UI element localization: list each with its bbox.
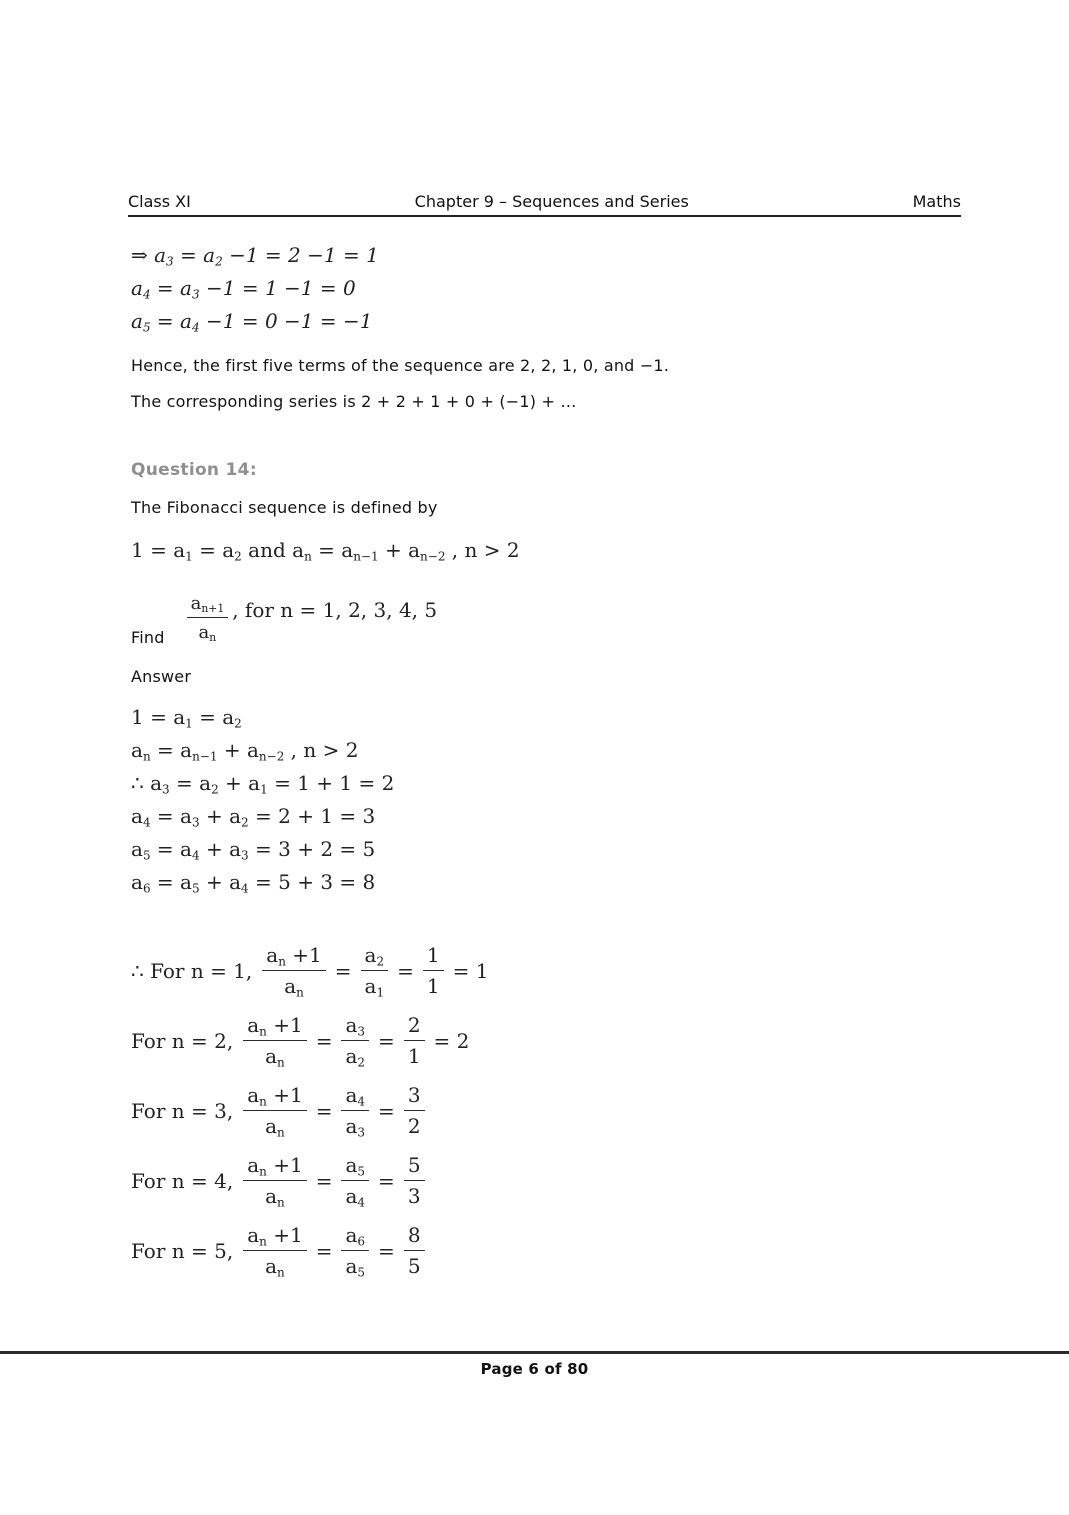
- fraction-numerator: 5: [404, 1153, 425, 1181]
- fraction-denominator: $a_n$: [198, 622, 217, 645]
- question-intro: The Fibonacci sequence is defined by: [131, 498, 438, 517]
- fraction-denominator: $a_n$: [265, 1254, 285, 1280]
- equals-sign: =: [378, 1099, 395, 1123]
- find-fraction: [187, 592, 229, 644]
- fraction-denominator: $a_n$: [284, 974, 304, 1000]
- ratio-fraction-terms: [341, 1013, 369, 1069]
- ratio-row-n2: [131, 1009, 979, 1073]
- fraction-denominator: $a_1$: [364, 974, 385, 1000]
- question-heading: Question 14:: [131, 460, 257, 480]
- fibonacci-definition: $1 = a_1 = a_2$ and $a_n = a_{n-1} + a_{n-2}$ , n > 2: [131, 538, 520, 564]
- page-content: [131, 239, 979, 1283]
- ratio-fraction-values: [423, 943, 444, 999]
- equation-line: $a_4 = a_3 -1 = 1 -1 = 0$: [131, 276, 356, 302]
- ratio-fraction-general: [243, 1013, 307, 1069]
- fraction-numerator: $a_5$: [341, 1153, 369, 1181]
- fraction-denominator: $a_n$: [265, 1044, 285, 1070]
- recurrence-equations-block: [131, 239, 979, 338]
- ratio-fraction-terms: [361, 943, 389, 999]
- find-row: [131, 585, 979, 651]
- fraction-denominator: 5: [407, 1254, 421, 1278]
- answer-label: Answer: [131, 667, 192, 686]
- ratio-prefix: For n = 4,: [131, 1169, 234, 1193]
- ratio-prefix: For n = 3,: [131, 1099, 234, 1123]
- equals-sign: =: [315, 1029, 333, 1053]
- ratio-prefix: ∴ For n = 1,: [131, 959, 253, 983]
- fraction-denominator: $a_5$: [345, 1254, 366, 1280]
- fraction-denominator: 1: [426, 974, 440, 998]
- ratio-rows-block: [131, 939, 979, 1283]
- ratio-row-n3: [131, 1079, 979, 1143]
- ratio-result: = 2: [433, 1029, 470, 1053]
- fraction-denominator: $a_n$: [265, 1184, 285, 1210]
- find-label: Find: [131, 628, 165, 647]
- find-suffix: , for n = 1, 2, 3, 4, 5: [232, 598, 438, 622]
- answer-equations-block: [131, 701, 979, 899]
- header-subject: Maths: [912, 192, 961, 211]
- ratio-fraction-general: [243, 1223, 307, 1279]
- fraction-denominator: 3: [407, 1184, 421, 1208]
- ratio-prefix: For n = 2,: [131, 1029, 234, 1053]
- conclusion-sentence: Hence, the first five terms of the sequence are 2, 2, 1, 0, and −1.: [131, 356, 670, 375]
- ratio-fraction-terms: [341, 1083, 369, 1139]
- page-number: Page 6 of 80: [480, 1360, 589, 1378]
- fraction-denominator: 1: [407, 1044, 421, 1068]
- ratio-prefix: For n = 5,: [131, 1239, 234, 1263]
- ratio-result: = 1: [452, 959, 489, 983]
- fraction-numerator: $a_n +1$: [243, 1013, 307, 1041]
- fraction-numerator: 2: [404, 1013, 425, 1041]
- fraction-numerator: $a_n +1$: [243, 1083, 307, 1111]
- header-class: Class XI: [128, 192, 191, 211]
- equation-line: $a_n = a_{n-1} + a_{n-2}$ , n > 2: [131, 738, 359, 764]
- equation-line: $1 = a_1 = a_2$: [131, 705, 242, 731]
- fraction-numerator: 3: [404, 1083, 425, 1111]
- equation-line: $a_5 = a_4 + a_3 = 3 + 2 = 5$: [131, 837, 376, 863]
- equation-line: ∴ $a_3 = a_2 + a_1 = 1 + 1 = 2$: [131, 771, 395, 797]
- footer-rule: [0, 1351, 1069, 1354]
- equals-sign: =: [378, 1169, 395, 1193]
- fraction-numerator: $a_4$: [341, 1083, 369, 1111]
- fraction-denominator: $a_3$: [345, 1114, 366, 1140]
- fraction-numerator: $a_6$: [341, 1223, 369, 1251]
- page-header: [128, 0, 961, 217]
- equals-sign: =: [378, 1029, 395, 1053]
- fraction-denominator: 2: [407, 1114, 421, 1138]
- ratio-fraction-values: [404, 1153, 425, 1209]
- fraction-numerator: $a_2$: [361, 943, 389, 971]
- fraction-numerator: 8: [404, 1223, 425, 1251]
- equals-sign: =: [334, 959, 352, 983]
- page-footer: [0, 1351, 1069, 1378]
- fraction-numerator: $a_n +1$: [243, 1223, 307, 1251]
- ratio-fraction-values: [404, 1223, 425, 1279]
- equation-line: $a_4 = a_3 + a_2 = 2 + 1 = 3$: [131, 804, 376, 830]
- series-sentence: The corresponding series is 2 + 2 + 1 + 0 + (−1) + …: [131, 392, 577, 411]
- fraction-denominator: $a_4$: [345, 1184, 366, 1210]
- header-row: [128, 192, 961, 217]
- equation-line: $a_5 = a_4 -1 = 0 -1 = -1$: [131, 309, 373, 335]
- ratio-row-n4: [131, 1149, 979, 1213]
- fraction-denominator: $a_n$: [265, 1114, 285, 1140]
- ratio-fraction-terms: [341, 1223, 369, 1279]
- ratio-row-n5: [131, 1219, 979, 1283]
- ratio-fraction-general: [243, 1083, 307, 1139]
- ratio-fraction-terms: [341, 1153, 369, 1209]
- equals-sign: =: [397, 959, 414, 983]
- fraction-numerator: $a_{n+1}$: [187, 592, 229, 618]
- ratio-fraction-general: [243, 1153, 307, 1209]
- ratio-fraction-values: [404, 1083, 425, 1139]
- equals-sign: =: [315, 1169, 333, 1193]
- equation-line: ⇒ $a_3 = a_2 -1 = 2 -1 = 1$: [131, 243, 379, 269]
- ratio-fraction-general: [262, 943, 326, 999]
- fraction-numerator: $a_n +1$: [243, 1153, 307, 1181]
- equation-line: $a_6 = a_5 + a_4 = 5 + 3 = 8$: [131, 870, 376, 896]
- fraction-numerator: $a_3$: [341, 1013, 369, 1041]
- ratio-row-n1: [131, 939, 979, 1003]
- equals-sign: =: [315, 1239, 333, 1263]
- header-chapter-title: Chapter 9 – Sequences and Series: [414, 192, 689, 211]
- fraction-denominator: $a_2$: [345, 1044, 366, 1070]
- equals-sign: =: [315, 1099, 333, 1123]
- equals-sign: =: [378, 1239, 395, 1263]
- fraction-numerator: $a_n +1$: [262, 943, 326, 971]
- fraction-numerator: 1: [423, 943, 444, 971]
- ratio-fraction-values: [404, 1013, 425, 1069]
